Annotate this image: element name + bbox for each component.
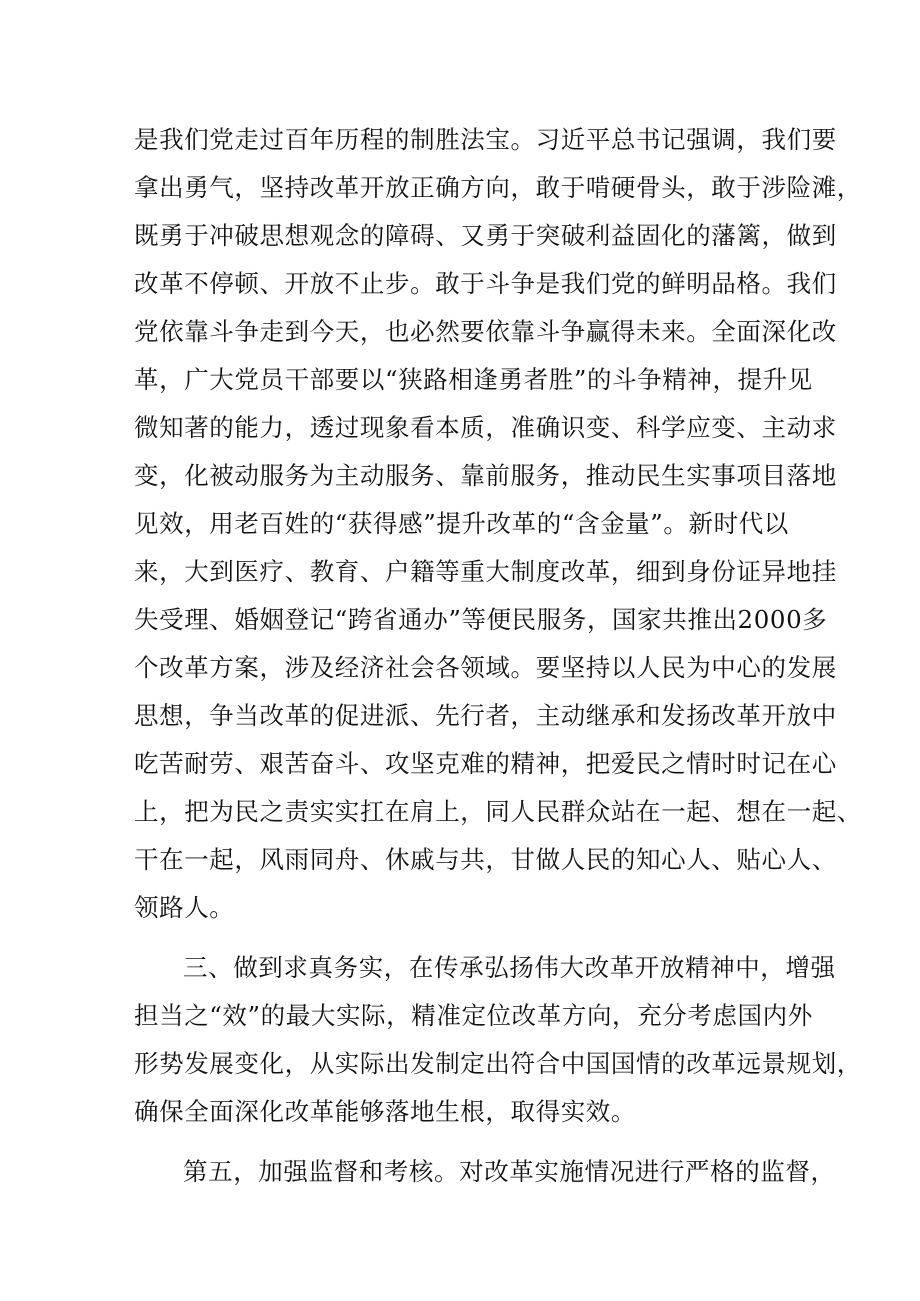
text-line: 第五，加强监督和考核。对改革实施情况进行严格的监督，	[183, 1157, 836, 1186]
text-line: 领路人。	[134, 893, 235, 922]
text-line: 担当之“效”的最大实际，精准定位改革方向，充分考虑国内外	[134, 1001, 813, 1030]
text-line: 吃苦耐劳、艰苦奋斗、攻坚克难的精神，把爱民之情时时记在心	[134, 749, 837, 778]
text-line: 上，把为民之责实实扛在肩上，同人民群众站在一起、想在一起、	[134, 797, 862, 826]
text-line: 来，大到医疗、教育、户籍等重大制度改革，细到身份证异地挂	[134, 557, 837, 586]
text-line: 党依靠斗争走到今天，也必然要依靠斗争赢得未来。全面深化改	[134, 317, 837, 346]
text-line: 拿出勇气，坚持改革开放正确方向，敢于啃硬骨头，敢于涉险滩，	[134, 173, 862, 202]
text-line: 既勇于冲破思想观念的障碍、又勇于突破利益固化的藩篱，做到	[134, 221, 837, 250]
text-line: 确保全面深化改革能够落地生根，取得实效。	[134, 1097, 636, 1126]
text-line: 干在一起，风雨同舟、休戚与共，甘做人民的知心人、贴心人、	[134, 845, 837, 874]
paragraph-3	[134, 1148, 836, 1196]
document-body	[134, 116, 862, 1196]
text-line: 思想，争当改革的促进派、先行者，主动继承和发扬改革开放中	[134, 701, 837, 730]
text-line: 是我们党走过百年历程的制胜法宝。习近平总书记强调，我们要	[134, 125, 837, 154]
text-line: 三、做到求真务实，在传承弘扬伟大改革开放精神中，增强	[183, 953, 836, 982]
text-line: 见效，用老百姓的“获得感”提升改革的“含金量”。新时代以	[134, 509, 789, 538]
text-line: 改革不停顿、开放不止步。敢于斗争是我们党的鲜明品格。我们	[134, 269, 837, 298]
text-line: 变，化被动服务为主动服务、靠前服务，推动民生实事项目落地	[134, 461, 837, 490]
text-line: 微知著的能力，透过现象看本质，准确识变、科学应变、主动求	[134, 413, 837, 442]
text-line: 个改革方案，涉及经济社会各领域。要坚持以人民为中心的发展	[134, 653, 837, 682]
paragraph-gap	[134, 1136, 814, 1148]
text-line: 形势发展变化，从实际出发制定出符合中国国情的改革远景规划，	[134, 1049, 862, 1078]
paragraph-1	[134, 116, 862, 932]
paragraph-gap	[134, 932, 814, 944]
paragraph-2	[134, 944, 862, 1136]
text-line: 革，广大党员干部要以“狭路相逢勇者胜”的斗争精神，提升见	[134, 365, 813, 394]
text-line: 失受理、婚姻登记“跨省通办”等便民服务，国家共推出2000多	[134, 605, 828, 634]
